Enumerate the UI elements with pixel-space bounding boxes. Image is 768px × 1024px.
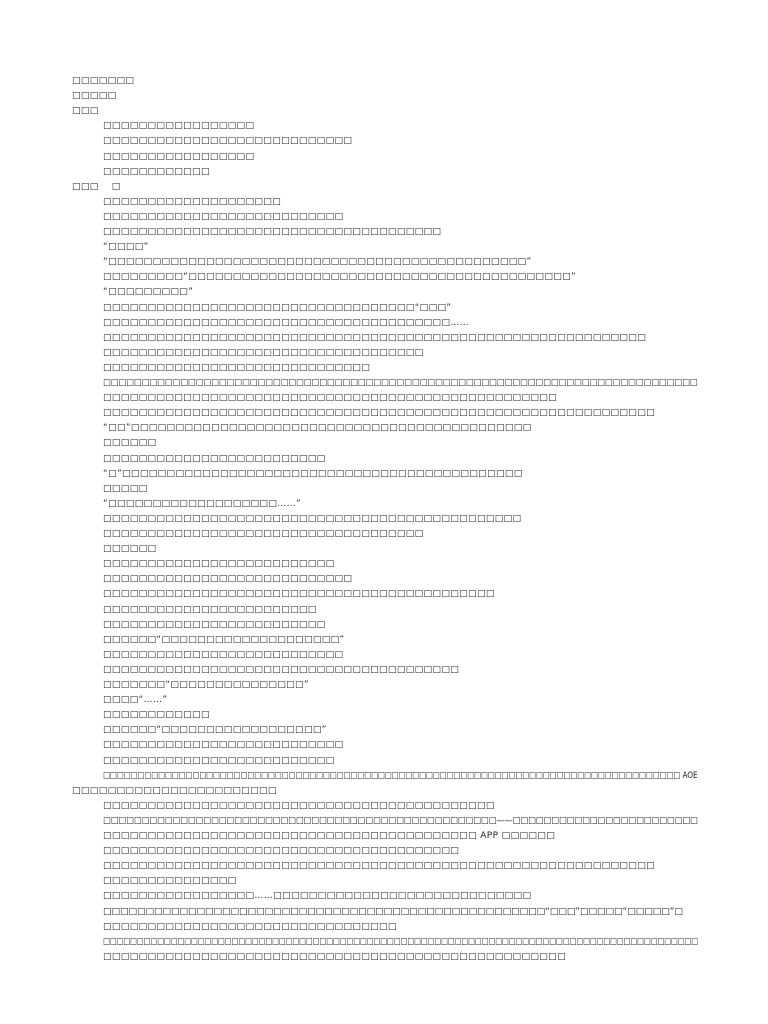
text-line: □□□□□□□□□□□□□□□□□□□□□□□□□□□: [103, 649, 344, 660]
text-line: □□□□□□□□□□□□□□□□□□□□□□□□□□□□□□□□□□□□□□□□□□□□□□□□□□□——□□□□□□□□□□□□□□□□□□□□□□□□: [103, 815, 698, 826]
text-line: □□□□□□□□□□□□□□□□□□□□□□□□□□□□: [103, 574, 353, 585]
text-line: □□□□□□□□□□□□□□□□□□□□□□□□□□□□: [103, 136, 353, 147]
text-line: □□□□□□□□□□□□□□□□□□□□□□□□□□□□□□□□□□□□□□□□□□ APP □□□□□□: [103, 831, 556, 841]
text-line: □□□□□□□□□□□□□□□□□□□□□□□□□□□□□□□□□□□□□□□□□□□□□□□□□□□□□□□□□□□□□□□□□□□□□□□□□□□□□□□□□□□□ AOE: [103, 770, 698, 781]
text-line: □□□□□□□□□□□□□□□□□□□□□□□□□□□□□□□□□: [103, 921, 397, 932]
text-line: □□□□□□□□□□□□□□□□□□□□□□□□□□□□□□□□□□□□□□□□□□□□□□□□□□□□□□□□□□□□□□□□□□□□□□□□□□□□□□□□□□□□□□□□: [103, 936, 698, 947]
text-line: □□□□□□□□□□□□□□□□□□□□□□□□□□□□□□□□□□□□□□: [103, 227, 442, 237]
text-line: □□□: [72, 106, 99, 117]
text-line: □□□□□□□□□□□□□□□□□……□□□□□□□□□□□□□□□□□□□□□□□□□□□□□: [103, 891, 532, 902]
text-line: “□□”□□□□□□□□□□□□□□□□□□□□□□□□□□□□□□□□□□□□□□□□□□□□□: [103, 423, 532, 434]
text-line: □□□□□: [103, 483, 148, 494]
text-line: □□□□□□“□□□□□□□□□□□□□□□□□□□□”: [103, 634, 345, 645]
text-line: □□□ □: [72, 181, 121, 192]
text-line: □□□□□□□□□□□□□□□□□□□□□□□□□□□□□□□□□□□“□□□”: [103, 302, 452, 313]
text-line: □□□□□□□□□□□□□□□□□□□□: [103, 196, 282, 207]
text-line: □□□□□□□: [72, 76, 135, 86]
text-line: □□□□□□□□□□□□: [103, 166, 210, 177]
text-line: □□□□□□□□□□□□□□□□□□□□□□□□□□□□□□□□□□□□□□□□□□□□: [103, 589, 495, 600]
text-line: □□□□□□□□□□□□□□□□□□□□□□□□: [103, 604, 317, 615]
text-line: □□□□□□□□□□□□□□□□□□□□□□□□□: [103, 619, 326, 630]
text-line: □□□□□□□□□□□□□□□□□□□□□□□□□□□□□□□□□□□□□□□□□□□□□□□□□□□□“□□□”□□□□□“□□□□□”□: [103, 906, 683, 917]
text-line: “□□□□□□□□□”: [103, 287, 194, 298]
text-line: □□□□□□□□□□□□□□□□□□□□□□□□□□□□□□□□□□□□□□□□□□□□□□□□□□□□□□□□□□□□□□□□□□□□□□□□□□□□□: [103, 378, 698, 388]
text-line: □□□□□□□□□□□□□□□□□□□□□□□□□□: [103, 755, 335, 766]
text-line: □□□□□□: [103, 544, 157, 555]
text-line: □□□□□□□□□□□□□□□□□□□□□□□□□□□□□□□□□□□□: [103, 529, 424, 539]
text-line: □□□□□□□□□□□□□□□: [103, 876, 237, 887]
text-line: □□□□□: [72, 91, 117, 102]
text-line: “□□□□”: [103, 242, 149, 253]
text-line: □□□□□□□□□□□□□□□□□□□□□□□□□□□: [103, 740, 344, 751]
text-line: □□□□□□□□□□□□□□□□□□□□□□□□□□□: [103, 211, 344, 222]
text-line: □□□□□□□□□□□□: [103, 710, 210, 721]
text-line: □□□□□□□□□□□□□□□□□: [103, 151, 255, 162]
text-line: “□□□□□□□□□□□□□□□□□□□……”: [103, 498, 302, 509]
text-line: □□□□□□□□□□□□□□□□□□□□□□□□□□□□□□□□□□□□□□□□□□□□□□□□□□□□: [103, 951, 566, 962]
text-line: □□□□□□□□□□□□□□□□□□□□□□□□□□□□□□□□□□□□□□□□: [103, 664, 460, 675]
text-line: □□□□□□□□□□□□□□□□□□□□□□□□□□□□□□□□□□□□□□□□□□□□□□□□□□□: [103, 393, 558, 404]
text-line: □□□□□□□□□□□□□□□□□□□□□□□□□□□□□□□□□□□□□□□□□□□□□□□□□□□□□□□□□□□□□: [103, 332, 647, 343]
text-line: □□□□□□□□□□□□□□□□□□□□□□□: [72, 785, 277, 796]
text-line: □□□□□□□□□“□□□□□□□□□□□□□□□□□□□□□□□□□□□□□□□□□□□□□□□□□□□”: [103, 272, 577, 283]
text-line: □□□□□□□□□□□□□□□□□□□□□□□□□□□□□□□□□□□□□□□□□□□□: [103, 800, 495, 811]
text-line: □□□□□□□□□□□□□□□□□□□□□□□□□□□□□□□□□□□□□□□□: [103, 846, 460, 857]
text-line: □□□□□□: [103, 438, 157, 449]
text-line: □□□□□□□□□□□□□□□□□□□□□□□□□□□□□□□□□□□□□□□□□□□□□□□: [103, 513, 522, 524]
text-line: □□□□□□□□□□□□□□□□□□□□□□□□□□□□□□□□□□□□□□□□□□□□□□□□□□□□□□□□□□□□□□: [103, 408, 656, 419]
text-line: □□□□□□□□□□□□□□□□□: [103, 121, 255, 132]
text-line: “□□□□□□□□□□□□□□□□□□□□□□□□□□□□□□□□□□□□□□□□□□□□□□□”: [103, 257, 532, 268]
text-line: □□□□□□□□□□□□□□□□□□□□□□□□□□: [103, 559, 335, 570]
text-line: □□□□□□□□□□□□□□□□□□□□□□□□□□□□□□: [103, 362, 371, 373]
text-line: □□□□□□“□□□□□□□□□□□□□□□□□□”: [103, 725, 327, 736]
text-line: □□□□□□□□□□□□□□□□□□□□□□□□□□□□□□□□□□□□: [103, 347, 424, 358]
text-line: “□”□□□□□□□□□□□□□□□□□□□□□□□□□□□□□□□□□□□□□□□□□□□□□: [103, 468, 523, 479]
text-line: □□□□□□□□□□□□□□□□□□□□□□□□□: [103, 453, 326, 464]
text-line: □□□□□□□□□□□□□□□□□□□□□□□□□□□□□□□□□□□□□□□□□□□□□□□□□□□□□□□□□□□□□□: [103, 861, 656, 872]
text-line: □□□□□□□□□□□□□□□□□□□□□□□□□□□□□□□□□□□□□□□……: [103, 317, 470, 328]
text-line: □□□□“……”: [103, 695, 168, 706]
text-line: □□□□□□□“□□□□□□□□□□□□□□□”: [103, 680, 310, 690]
